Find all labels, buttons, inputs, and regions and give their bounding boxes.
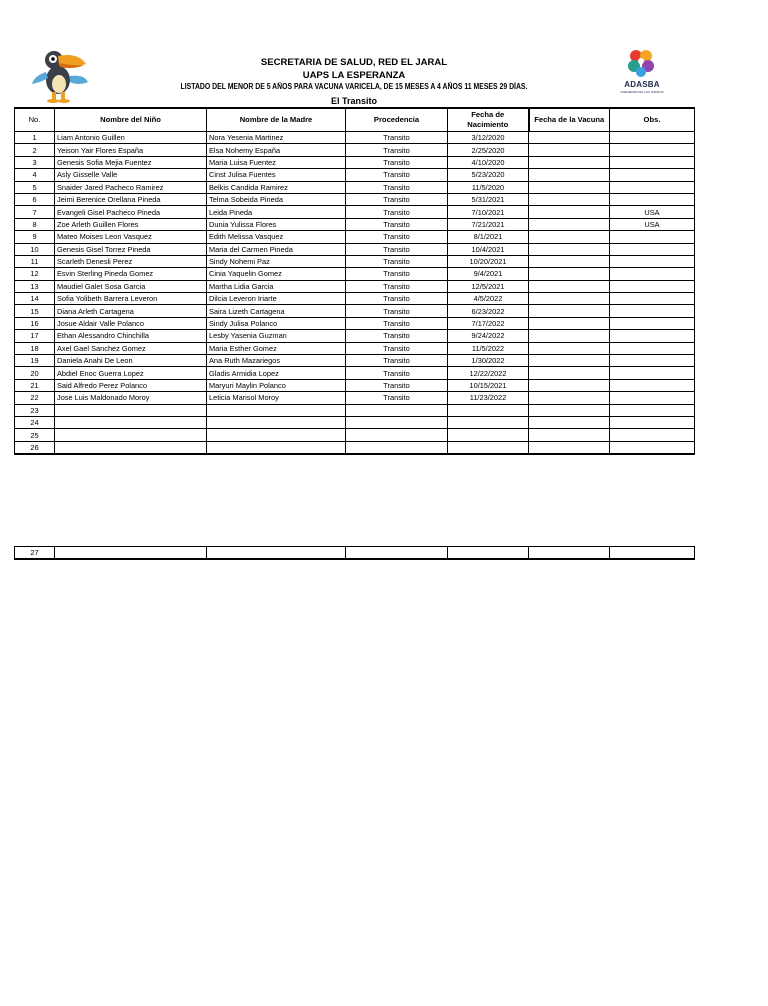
cell-no: 7 — [15, 206, 55, 218]
column-header-mother-name: Nombre de la Madre — [207, 108, 346, 132]
table-row — [15, 218, 695, 230]
table-row — [15, 193, 695, 205]
table-row — [15, 416, 695, 428]
cell-observations — [610, 293, 695, 305]
cell-child-name: Asly Gisselle Valle — [55, 169, 207, 181]
cell-child-name — [55, 547, 207, 560]
cell-vaccine-date — [529, 416, 610, 428]
cell-birth-date: 10/20/2021 — [448, 255, 529, 267]
cell-no: 3 — [15, 156, 55, 168]
cell-observations — [610, 231, 695, 243]
cell-child-name: Esvin Sterling Pineda Gomez — [55, 268, 207, 280]
cell-mother-name: Sindy Julisa Polanco — [207, 317, 346, 329]
cell-mother-name: Dunia Yulissa Flores — [207, 218, 346, 230]
table-row — [15, 144, 695, 156]
cell-no: 13 — [15, 280, 55, 292]
cell-child-name: Yeison Yair Flores España — [55, 144, 207, 156]
cell-birth-date: 12/5/2021 — [448, 280, 529, 292]
cell-mother-name — [207, 416, 346, 428]
cell-observations — [610, 181, 695, 193]
cell-vaccine-date — [529, 181, 610, 193]
cell-no: 2 — [15, 144, 55, 156]
table-row — [15, 330, 695, 342]
cell-origin: Transito — [346, 268, 448, 280]
cell-observations — [610, 367, 695, 379]
cell-no: 27 — [15, 547, 55, 560]
cell-no: 17 — [15, 330, 55, 342]
cell-no: 8 — [15, 218, 55, 230]
cell-birth-date: 3/12/2020 — [448, 132, 529, 144]
cell-mother-name: Edith Melissa Vasquez — [207, 231, 346, 243]
cell-child-name: Snaider Jared Pacheco Ramirez — [55, 181, 207, 193]
cell-birth-date: 7/21/2021 — [448, 218, 529, 230]
cell-child-name: Jeimi Berenice Orellana Pineda — [55, 193, 207, 205]
cell-child-name: Said Alfredo Perez Polanco — [55, 379, 207, 391]
cell-birth-date: 10/15/2021 — [448, 379, 529, 391]
cell-origin: Transito — [346, 305, 448, 317]
cell-child-name: Josue Aldair Valle Polanco — [55, 317, 207, 329]
cell-observations — [610, 255, 695, 267]
cell-origin — [346, 429, 448, 441]
cell-observations — [610, 404, 695, 416]
cell-vaccine-date — [529, 404, 610, 416]
cell-birth-date: 11/5/2022 — [448, 342, 529, 354]
cell-origin: Transito — [346, 218, 448, 230]
cell-mother-name: Lesby Yasenia Guzman — [207, 330, 346, 342]
cell-vaccine-date — [529, 355, 610, 367]
cell-observations — [610, 441, 695, 454]
cell-vaccine-date — [529, 156, 610, 168]
cell-vaccine-date — [529, 429, 610, 441]
cell-child-name: Abdiel Enoc Guerra Lopez — [55, 367, 207, 379]
cell-no: 4 — [15, 169, 55, 181]
cell-child-name: Maudiel Galet Sosa Garcia — [55, 280, 207, 292]
header-community: El Transito — [330, 96, 377, 106]
cell-mother-name: Cinia Yaquelin Gomez — [207, 268, 346, 280]
cell-mother-name — [207, 404, 346, 416]
cell-mother-name: Saira Lizeth Cartagena — [207, 305, 346, 317]
cell-origin: Transito — [346, 379, 448, 391]
cell-vaccine-date — [529, 342, 610, 354]
table-row — [15, 206, 695, 218]
cell-vaccine-date — [529, 243, 610, 255]
cell-no: 18 — [15, 342, 55, 354]
cell-birth-date: 7/17/2022 — [448, 317, 529, 329]
table-row — [15, 293, 695, 305]
cell-origin: Transito — [346, 293, 448, 305]
column-header-origin: Procedencia — [346, 108, 448, 132]
cell-vaccine-date — [529, 218, 610, 230]
cell-child-name: Sofia Yolibeth Barrera Leveron — [55, 293, 207, 305]
cell-observations — [610, 169, 695, 181]
cell-vaccine-date — [529, 255, 610, 267]
table-row — [15, 268, 695, 280]
cell-vaccine-date — [529, 367, 610, 379]
table-row — [15, 441, 695, 454]
table-row — [15, 231, 695, 243]
table-row — [15, 547, 695, 560]
cell-vaccine-date — [529, 169, 610, 181]
table-row — [15, 181, 695, 193]
cell-vaccine-date — [529, 206, 610, 218]
table-row — [15, 305, 695, 317]
cell-birth-date: 5/31/2021 — [448, 193, 529, 205]
cell-origin: Transito — [346, 193, 448, 205]
cell-origin: Transito — [346, 367, 448, 379]
cell-origin: Transito — [346, 144, 448, 156]
cell-origin: Transito — [346, 317, 448, 329]
cell-child-name: Scarleth Denesli Perez — [55, 255, 207, 267]
cell-observations — [610, 342, 695, 354]
cell-birth-date — [448, 416, 529, 428]
cell-mother-name: Sindy Nohemi Paz — [207, 255, 346, 267]
cell-birth-date: 5/23/2020 — [448, 169, 529, 181]
cell-child-name: Ethan Alessandro Chinchilla — [55, 330, 207, 342]
table-row — [15, 317, 695, 329]
cell-no: 5 — [15, 181, 55, 193]
cell-vaccine-date — [529, 268, 610, 280]
cell-birth-date: 2/25/2020 — [448, 144, 529, 156]
cell-origin: Transito — [346, 169, 448, 181]
cell-no: 22 — [15, 392, 55, 404]
cell-vaccine-date — [529, 392, 610, 404]
column-header-observations: Obs. — [610, 108, 695, 132]
cell-child-name: Jose Luis Maldonado Moroy — [55, 392, 207, 404]
cell-observations — [610, 317, 695, 329]
cell-child-name — [55, 416, 207, 428]
cell-child-name: Evangeli Gisel Pacheco Pineda — [55, 206, 207, 218]
cell-observations — [610, 243, 695, 255]
cell-origin — [346, 547, 448, 560]
cell-origin: Transito — [346, 243, 448, 255]
cell-child-name — [55, 429, 207, 441]
table-row — [15, 342, 695, 354]
header-unit: UAPS LA ESPERANZA — [302, 70, 406, 81]
cell-origin: Transito — [346, 342, 448, 354]
cell-child-name: Daniela Anahi De Leon — [55, 355, 207, 367]
cell-no: 9 — [15, 231, 55, 243]
cell-no: 20 — [15, 367, 55, 379]
cell-vaccine-date — [529, 305, 610, 317]
cell-mother-name: Gladis Armidia Lopez — [207, 367, 346, 379]
cell-mother-name: Nora Yesenia Martinez — [207, 132, 346, 144]
adasba-logo-subtext: CRECIENDO EN LOS SUEÑOS — [620, 90, 664, 94]
cell-no: 21 — [15, 379, 55, 391]
cell-vaccine-date — [529, 293, 610, 305]
adasba-logo-text: ADASBA — [624, 80, 660, 89]
cell-mother-name: Cinst Julisa Fuentes — [207, 169, 346, 181]
cell-birth-date — [448, 547, 529, 560]
cell-vaccine-date — [529, 132, 610, 144]
cell-origin: Transito — [346, 231, 448, 243]
cell-no: 14 — [15, 293, 55, 305]
table-row — [15, 280, 695, 292]
cell-birth-date: 8/1/2021 — [448, 231, 529, 243]
cell-observations — [610, 392, 695, 404]
cell-birth-date: 9/24/2022 — [448, 330, 529, 342]
cell-origin — [346, 416, 448, 428]
cell-origin: Transito — [346, 255, 448, 267]
cell-mother-name: Ana Ruth Mazariegos — [207, 355, 346, 367]
column-header-child-name: Nombre del Niño — [55, 108, 207, 132]
table-header-row — [15, 108, 695, 132]
table-row — [15, 429, 695, 441]
cell-observations — [610, 416, 695, 428]
cell-no: 25 — [15, 429, 55, 441]
cell-observations — [610, 429, 695, 441]
vaccination-table — [14, 107, 695, 455]
cell-vaccine-date — [529, 330, 610, 342]
cell-origin: Transito — [346, 280, 448, 292]
header-list-title: LISTADO DEL MENOR DE 5 AÑOS PARA VACUNA VARICELA, DE 15 MESES A 4 AÑOS 11 MESES 29 DÍAS. — [180, 82, 528, 91]
cell-vaccine-date — [529, 317, 610, 329]
column-header-birth-date: Fecha de Nacimiento — [448, 108, 529, 132]
cell-child-name — [55, 404, 207, 416]
cell-mother-name: Dilcia Leveron Iriarte — [207, 293, 346, 305]
vaccination-table-continued — [14, 546, 695, 560]
cell-no: 1 — [15, 132, 55, 144]
table-row — [15, 169, 695, 181]
cell-birth-date: 12/22/2022 — [448, 367, 529, 379]
cell-child-name — [55, 441, 207, 454]
cell-child-name: Liam Antonio Guillen — [55, 132, 207, 144]
cell-observations — [610, 330, 695, 342]
cell-observations — [610, 355, 695, 367]
cell-origin: Transito — [346, 156, 448, 168]
cell-vaccine-date — [529, 193, 610, 205]
cell-birth-date — [448, 404, 529, 416]
cell-origin: Transito — [346, 330, 448, 342]
cell-observations — [610, 547, 695, 560]
cell-observations — [610, 156, 695, 168]
cell-mother-name: Martha Lidia Garcia — [207, 280, 346, 292]
cell-birth-date: 9/4/2021 — [448, 268, 529, 280]
cell-birth-date: 4/5/2022 — [448, 293, 529, 305]
cell-origin: Transito — [346, 132, 448, 144]
cell-no: 12 — [15, 268, 55, 280]
cell-child-name: Axel Gael Sanchez Gomez — [55, 342, 207, 354]
cell-no: 11 — [15, 255, 55, 267]
cell-vaccine-date — [529, 379, 610, 391]
cell-child-name: Zoe Arleth Guillen Flores — [55, 218, 207, 230]
cell-origin: Transito — [346, 181, 448, 193]
cell-observations — [610, 305, 695, 317]
cell-mother-name: Belkis Candida Ramirez — [207, 181, 346, 193]
cell-vaccine-date — [529, 144, 610, 156]
cell-mother-name: Maria Luisa Fuentez — [207, 156, 346, 168]
cell-no: 6 — [15, 193, 55, 205]
cell-birth-date: 11/23/2022 — [448, 392, 529, 404]
cell-no: 15 — [15, 305, 55, 317]
cell-observations — [610, 379, 695, 391]
table-row — [15, 379, 695, 391]
cell-child-name: Mateo Moises Leon Vasquez — [55, 231, 207, 243]
cell-child-name: Diana Arleth Cartagena — [55, 305, 207, 317]
column-header-no: No. — [15, 108, 55, 132]
cell-mother-name — [207, 429, 346, 441]
cell-child-name: Genesis Sofia Mejia Fuentez — [55, 156, 207, 168]
cell-birth-date — [448, 441, 529, 454]
cell-birth-date: 6/23/2022 — [448, 305, 529, 317]
cell-origin — [346, 404, 448, 416]
cell-observations — [610, 268, 695, 280]
cell-no: 23 — [15, 404, 55, 416]
cell-birth-date: 10/4/2021 — [448, 243, 529, 255]
cell-observations: USA — [610, 206, 695, 218]
table-row — [15, 392, 695, 404]
cell-birth-date — [448, 429, 529, 441]
cell-origin: Transito — [346, 206, 448, 218]
cell-vaccine-date — [529, 231, 610, 243]
cell-birth-date: 4/10/2020 — [448, 156, 529, 168]
cell-vaccine-date — [529, 547, 610, 560]
table-row — [15, 404, 695, 416]
cell-observations — [610, 193, 695, 205]
table-row — [15, 355, 695, 367]
cell-mother-name — [207, 547, 346, 560]
cell-mother-name — [207, 441, 346, 454]
cell-no: 24 — [15, 416, 55, 428]
cell-child-name: Genesis Gisel Torrez Pineda — [55, 243, 207, 255]
cell-mother-name: Maria Esther Gomez — [207, 342, 346, 354]
cell-birth-date: 1/30/2022 — [448, 355, 529, 367]
cell-observations — [610, 280, 695, 292]
cell-birth-date: 7/10/2021 — [448, 206, 529, 218]
cell-observations — [610, 144, 695, 156]
cell-mother-name: Leticia Marisol Moroy — [207, 392, 346, 404]
cell-birth-date: 11/5/2020 — [448, 181, 529, 193]
table-row — [15, 156, 695, 168]
cell-mother-name: Elsa Nohemy España — [207, 144, 346, 156]
cell-mother-name: Leida Pineda — [207, 206, 346, 218]
column-header-vaccine-date: Fecha de la Vacuna — [529, 108, 610, 132]
table-row — [15, 243, 695, 255]
table-row — [15, 255, 695, 267]
cell-origin — [346, 441, 448, 454]
cell-no: 19 — [15, 355, 55, 367]
cell-mother-name: Maria del Carmen Pineda — [207, 243, 346, 255]
table-row — [15, 132, 695, 144]
cell-origin: Transito — [346, 392, 448, 404]
cell-no: 10 — [15, 243, 55, 255]
cell-mother-name: Telma Sobeida Pineda — [207, 193, 346, 205]
cell-no: 26 — [15, 441, 55, 454]
cell-vaccine-date — [529, 441, 610, 454]
cell-origin: Transito — [346, 355, 448, 367]
header-ministry: SECRETARIA DE SALUD, RED EL JARAL — [260, 57, 448, 68]
cell-observations — [610, 132, 695, 144]
cell-no: 16 — [15, 317, 55, 329]
cell-observations: USA — [610, 218, 695, 230]
cell-mother-name: Maryuri Maylin Polanco — [207, 379, 346, 391]
cell-vaccine-date — [529, 280, 610, 292]
table-row — [15, 367, 695, 379]
